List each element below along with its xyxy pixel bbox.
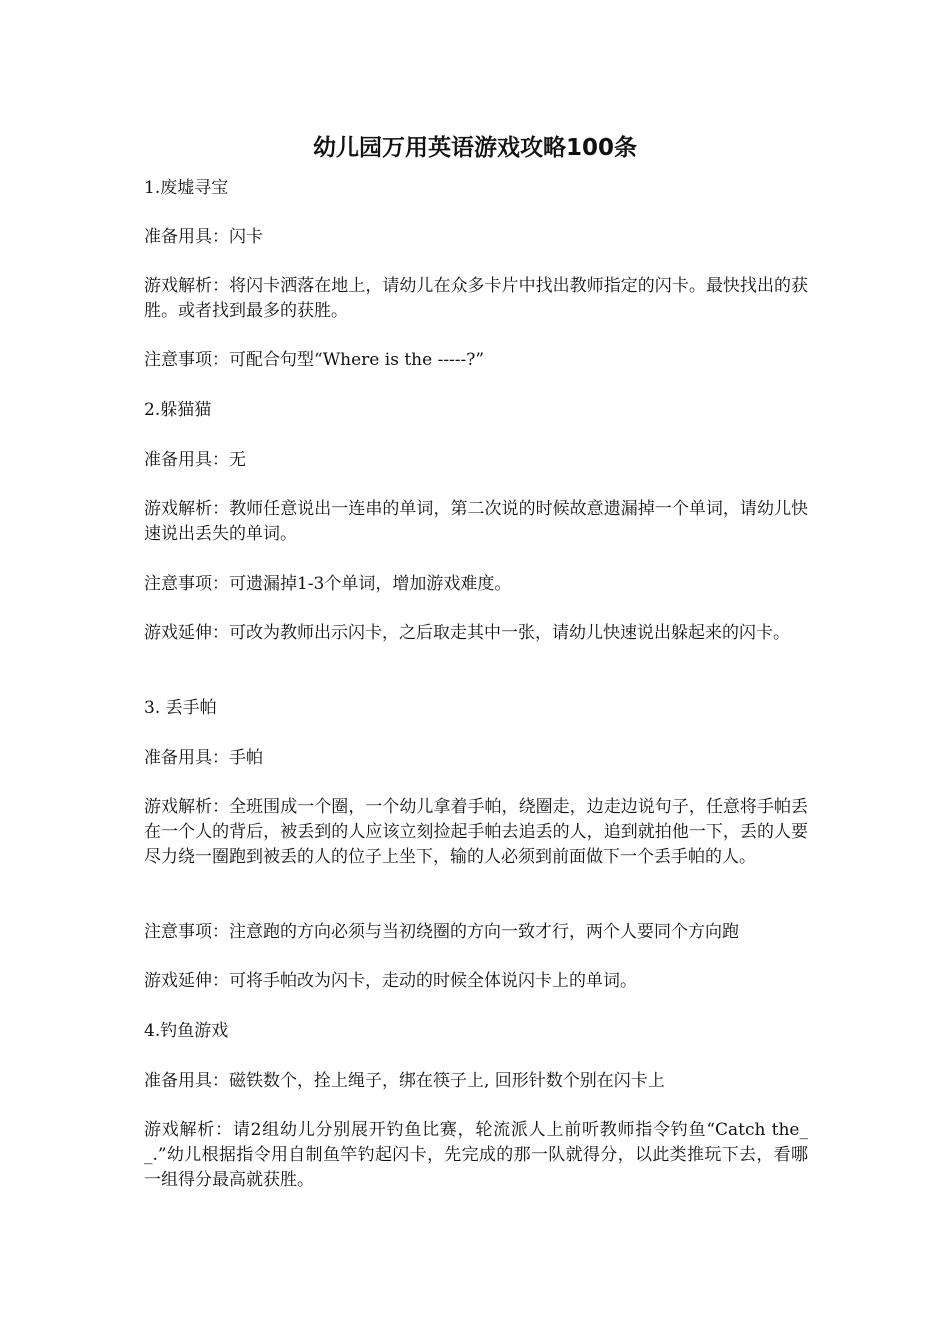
- paragraph-analysis-4: 游戏解析：请2组幼儿分别展开钓鱼比赛，轮流派人上前听教师指令钓鱼“Catch the__.”幼儿根据指令用自制鱼竿钓起闪卡，先完成的那一队就得分，以此类推玩下去，看哪一组得分最高就获胜。: [144, 1120, 808, 1190]
- paragraph-tools-4: 准备用具：磁铁数个，拴上绳子，绑在筷子上, 回形针数个别在闪卡上: [144, 1071, 665, 1091]
- paragraph-notes-3: 注意事项：注意跑的方向必须与当初绕圈的方向一致才行，两个人要同个方向跑: [144, 922, 739, 942]
- section-heading-2: 2.躲猫猫: [144, 400, 212, 420]
- paragraph-tools-1: 准备用具：闪卡: [144, 227, 263, 247]
- paragraph-extension-3: 游戏延伸：可将手帕改为闪卡，走动的时候全体说闪卡上的单词。: [144, 971, 637, 991]
- section-heading-3: 3. 丢手帕: [144, 698, 217, 718]
- paragraph-notes-2: 注意事项：可遗漏掉1-3个单词，增加游戏难度。: [144, 574, 512, 594]
- paragraph-notes-1: 注意事项：可配合句型“Where is the -----?”: [144, 350, 485, 370]
- section-heading-4: 4.钓鱼游戏: [144, 1021, 229, 1041]
- paragraph-tools-2: 准备用具：无: [144, 450, 246, 470]
- paragraph-analysis-3: 游戏解析：全班围成一个圈，一个幼儿拿着手帕，绕圈走，边走边说句子，任意将手帕丢在一个人的背后，被丢到的人应该立刻捡起手帕去追丢的人，追到就拍他一下，丢的人要尽力绕一圈跑到被丢的人的位子上坐下，输的人必须到前面做下一个丢手帕的人。: [144, 797, 808, 867]
- paragraph-tools-3: 准备用具：手帕: [144, 748, 263, 768]
- paragraph-analysis-2: 游戏解析：教师任意说出一连串的单词，第二次说的时候故意遗漏掉一个单词，请幼儿快速说出丢失的单词。: [144, 499, 808, 544]
- paragraph-analysis-1: 游戏解析：将闪卡洒落在地上，请幼儿在众多卡片中找出教师指定的闪卡。最快找出的获胜。或者找到最多的获胜。: [144, 276, 808, 321]
- paragraph-extension-2: 游戏延伸：可改为教师出示闪卡，之后取走其中一张，请幼儿快速说出躲起来的闪卡。: [144, 623, 790, 643]
- section-heading-1: 1.废墟寻宝: [144, 178, 229, 198]
- document-title: 幼儿园万用英语游戏攻略100条: [312, 135, 637, 161]
